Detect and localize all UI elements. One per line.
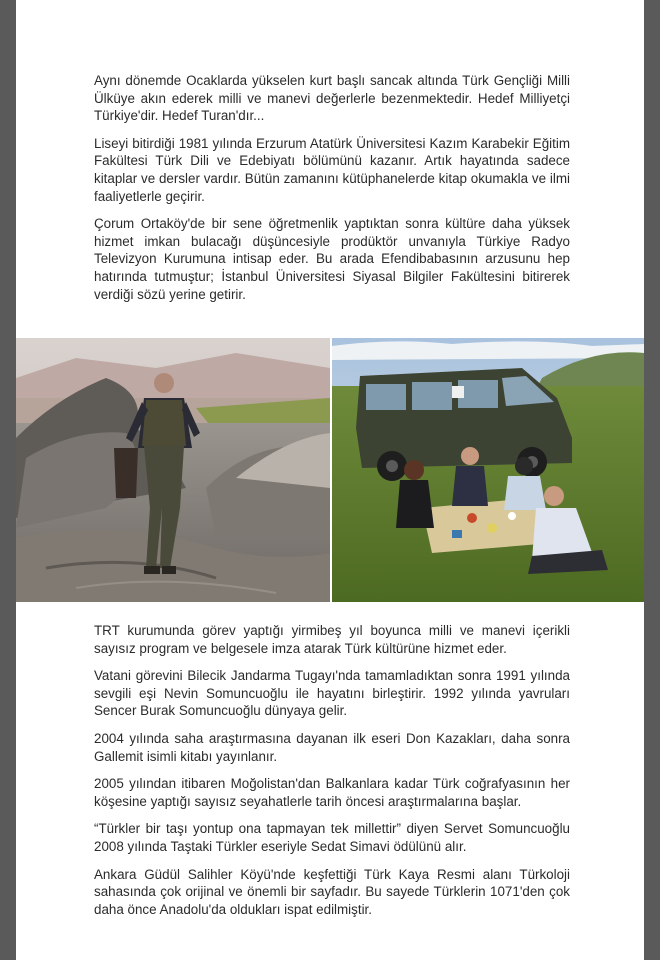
top-text-section (94, 72, 570, 313)
paragraph: Vatani görevini Bilecik Jandarma Tugayı'nda tamamladıktan sonra 1991 yılında sevgili eşi Nevin Somuncuoğlu ile hayatını birleştirir. 1992 yılında yavruları Sencer Burak Somuncuoğlu dünyaya gelir. (94, 668, 570, 719)
document-page (16, 0, 644, 960)
paragraph: “Türkler bir taşı yontup ona tapmayan tek millettir” diyen Servet Somuncuoğlu 2008 yılında Taştaki Türkler eseriyle Sedat Simavi ödülünü alır. (94, 821, 570, 854)
photo-van-picnic-grassland (332, 338, 644, 602)
paragraph: TRT kurumunda görev yaptığı yirmibeş yıl boyunca milli ve manevi içerikli sayısız program ve belgesele imza atarak Türk kültürüne hizmet eder. (94, 623, 570, 656)
paragraph: Aynı dönemde Ocaklarda yükselen kurt başlı sancak altında Türk Gençliği Milli Ülküye akın ederek milli ve manevi değerlerle bezenmektedir. Hedef Milliyetçi Türkiye'dir. Hedef Turan'dır... (94, 73, 570, 124)
paragraph: 2005 yılından itibaren Moğolistan'dan Balkanlara kadar Türk coğrafyasının her köşesine yaptığı sayısız seyahatlerle tarih öncesi araştırmalarına başlar. (94, 776, 570, 809)
bottom-text-section (94, 622, 570, 928)
paragraph: 2004 yılında saha araştırmasına dayanan ilk eseri Don Kazakları, daha sonra Gallemit isimli kitabı yayınlanır. (94, 730, 570, 764)
paragraph: Liseyi bitirdiği 1981 yılında Erzurum Atatürk Üniversitesi Kazım Karabekir Eğitim Fakültesi Türk Dili ve Edebiyatı bölümünü kazanır. Artık hayatında sadece kitaplar ve dersler vardır. Bütün zamanını kütüphanelerde kitap okumakla ve ilmi faaliyetlerle geçirir. (94, 135, 570, 204)
photo-man-walking-mud-terrain (16, 338, 330, 602)
paragraph: Çorum Ortaköy'de bir sene öğretmenlik yaptıktan sonra kültüre daha yüksek hizmet imkan bulacağı düşüncesiyle prodüktör unvanıyla Türkiye Radyo Televizyon Kurumuna intisap eder. Bu arada Efendibabasının arzusunu hep hatırında tutmuştur; İstanbul Üniversitesi Siyasal Bilgiler Fakültesini bitirerek verdiği sözü yerine getirir. (94, 216, 570, 302)
paragraph: Ankara Güdül Salihler Köyü'nde keşfettiği Türk Kaya Resmi alanı Türkoloji sahasında çok orijinal ve önemli bir sayfadır. Bu sayede Türklerin 1071'den çok daha önce Anadolu'da oldukları ispat edilmiştir. (94, 866, 570, 917)
